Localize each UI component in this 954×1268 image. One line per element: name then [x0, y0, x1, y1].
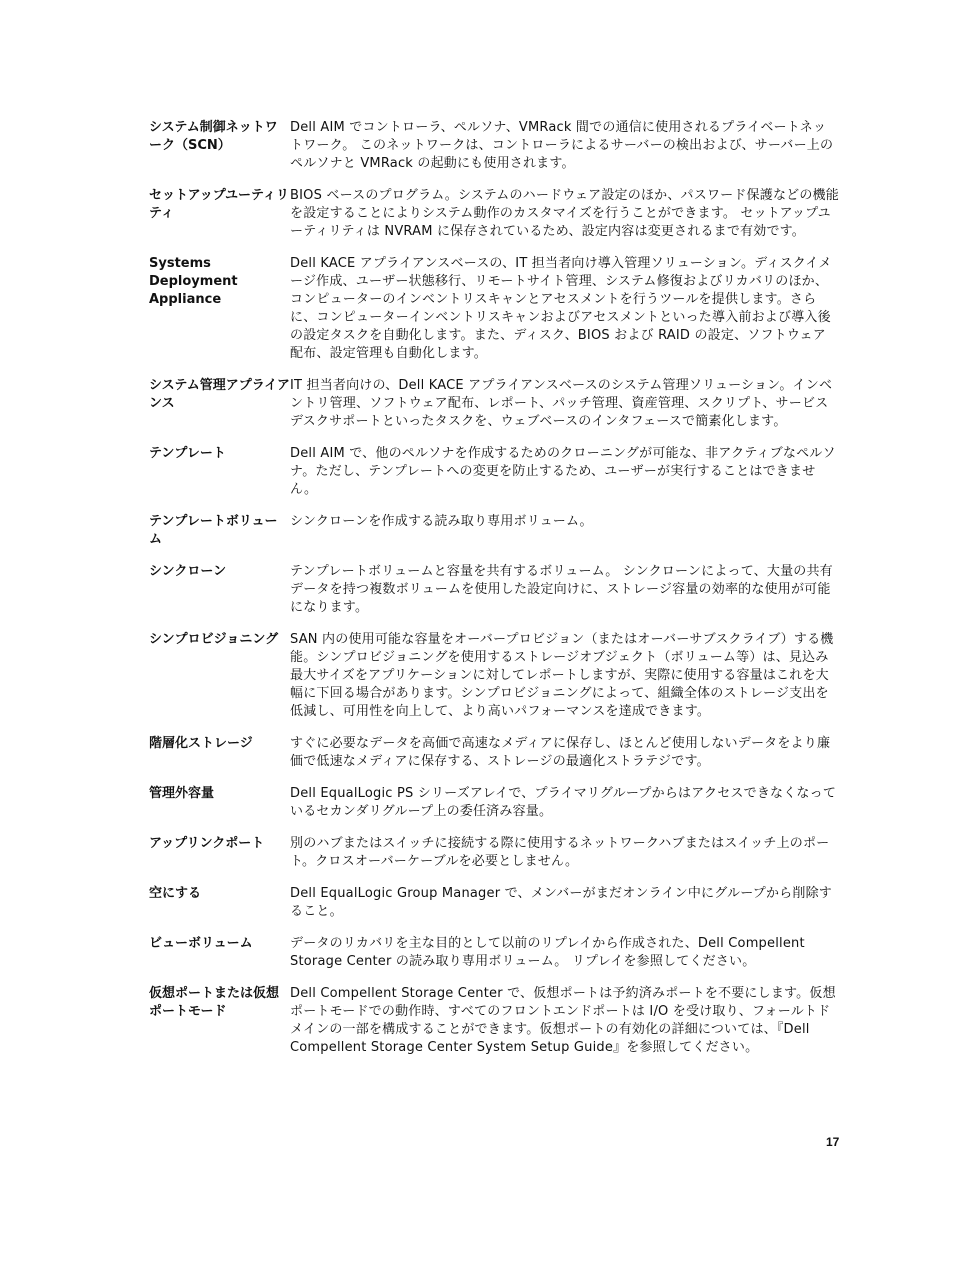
glossary-entry-uplink-port	[149, 835, 839, 871]
glossary-definition: シンクローンを作成する読み取り専用ボリューム。	[290, 514, 593, 529]
glossary-term: 階層化ストレージ	[149, 736, 253, 751]
glossary-term: システム制御ネットワーク（SCN）	[149, 120, 278, 153]
glossary-entry-template	[149, 445, 839, 499]
glossary-term: ビューボリューム	[149, 936, 253, 951]
glossary-entry-sda	[149, 255, 839, 363]
glossary-definition: Dell Compellent Storage Center で、仮想ポートは予約済みポートを不要にします。仮想ポートモードでの動作時、すべてのフロントエンドポートは I/O を受け取り、フォールトドメインの一部を構成することができます。仮想ポートの有効化の詳細については、『Dell Compellent Storage Center System Setup Guide』を参照してください。	[290, 986, 836, 1055]
glossary-entry-vacate	[149, 885, 839, 921]
glossary-entry-thin-provisioning	[149, 631, 839, 721]
glossary-definition: Dell KACE アプライアンスベースの、IT 担当者向け導入管理ソリューション。ディスクイメージ作成、ユーザー状態移行、リモートサイト管理、システム修復およびリカバリのほか、コンピューターのインベントリスキャンとアセスメントを行うツールを提供します。さらに、コンピューターインベントリスキャンおよびアセスメントといった導入前および導入後の設定タスクを自動化します。また、ディスク、BIOS および RAID の設定、ソフトウェア配布、設定管理も自動化します。	[290, 256, 832, 361]
glossary-definition: BIOS ベースのプログラム。システムのハードウェア設定のほか、パスワード保護などの機能を設定することによりシステム動作のカスタマイズを行うことができます。 セットアップユーティリティは NVRAM に保存されているため、設定内容は変更されるまで有効です。	[290, 188, 839, 239]
glossary-term: システム管理アプライアンス	[149, 378, 290, 411]
page-number: 17	[826, 1135, 840, 1149]
glossary-term: 仮想ポートまたは仮想ポートモード	[149, 986, 280, 1019]
glossary-entry-scn	[149, 119, 839, 173]
glossary-definition: IT 担当者向けの、Dell KACE アプライアンスベースのシステム管理ソリューション。インベントリ管理、ソフトウェア配布、レポート、パッチ管理、資産管理、スクリプト、サービスデスクサポートといったタスクを、ウェブベースのインタフェースで簡素化します。	[290, 378, 833, 429]
glossary-definition: 別のハブまたはスイッチに接続する際に使用するネットワークハブまたはスイッチ上のポート。クロスオーバーケーブルを必要としません。	[290, 836, 830, 869]
glossary-entry-thin-clone	[149, 563, 839, 617]
glossary-entry-unmanaged-space	[149, 785, 839, 821]
glossary-term: テンプレートボリューム	[149, 514, 278, 547]
glossary-term: シンクローン	[149, 564, 227, 579]
glossary-definition: Dell EqualLogic Group Manager で、メンバーがまだオンライン中にグループから削除すること。	[290, 886, 832, 919]
glossary-entry-template-volume	[149, 513, 839, 549]
glossary-definition: データのリカバリを主な目的として以前のリプレイから作成された、Dell Compellent Storage Center の読み取り専用ボリューム。 リプレイを参照してください。	[290, 936, 805, 969]
glossary-entry-virtual-port	[149, 985, 839, 1057]
glossary-definition: Dell EqualLogic PS シリーズアレイで、プライマリグループからはアクセスできなくなっているセカンダリグループ上の委任済み容量。	[290, 786, 837, 819]
glossary-list	[149, 119, 839, 1071]
glossary-term: 空にする	[149, 886, 202, 901]
glossary-entry-system-management-appliance	[149, 377, 839, 431]
glossary-definition: すぐに必要なデータを高価で高速なメディアに保存し、ほとんど使用しないデータをより廉価で低速なメディアに保存する、ストレージの最適化ストラテジです。	[290, 736, 831, 769]
glossary-entry-view-volume	[149, 935, 839, 971]
glossary-term: シンプロビジョニング	[149, 632, 279, 647]
glossary-entry-tiered-storage	[149, 735, 839, 771]
glossary-definition: テンプレートボリュームと容量を共有するボリューム。 シンクローンによって、大量の共有データを持つ複数ボリュームを使用した設定向けに、ストレージ容量の効率的な使用が可能になります。	[290, 564, 833, 615]
glossary-term: アップリンクポート	[149, 836, 265, 851]
glossary-definition: Dell AIM で、他のペルソナを作成するためのクローニングが可能な、非アクティブなペルソナ。ただし、テンプレートへの変更を防止するため、ユーザーが実行することはできません。	[290, 446, 836, 497]
glossary-term: Systems Deployment Appliance	[149, 256, 238, 307]
glossary-definition: SAN 内の使用可能な容量をオーバープロビジョン（またはオーバーサブスクライブ）する機能。シンプロビジョニングを使用するストレージオブジェクト（ボリューム等）は、見込み最大サイズをアプリケーションに対してレポートしますが、実際に使用する容量はこれを大幅に下回る場合があります。シンプロビジョニングによって、組織全体のストレージ支出を低減し、可用性を向上して、より高いパフォーマンスを達成できます。	[290, 632, 834, 719]
glossary-term: セットアップユーティリティ	[149, 188, 290, 221]
glossary-entry-setup-utility	[149, 187, 839, 241]
glossary-term: テンプレート	[149, 446, 226, 461]
glossary-term: 管理外容量	[149, 786, 215, 801]
glossary-definition: Dell AIM でコントローラ、ペルソナ、VMRack 間での通信に使用されるプライベートネットワーク。 このネットワークは、コントローラによるサーバーの検出および、サーバー上のペルソナと VMRack の起動にも使用されます。	[290, 120, 834, 171]
